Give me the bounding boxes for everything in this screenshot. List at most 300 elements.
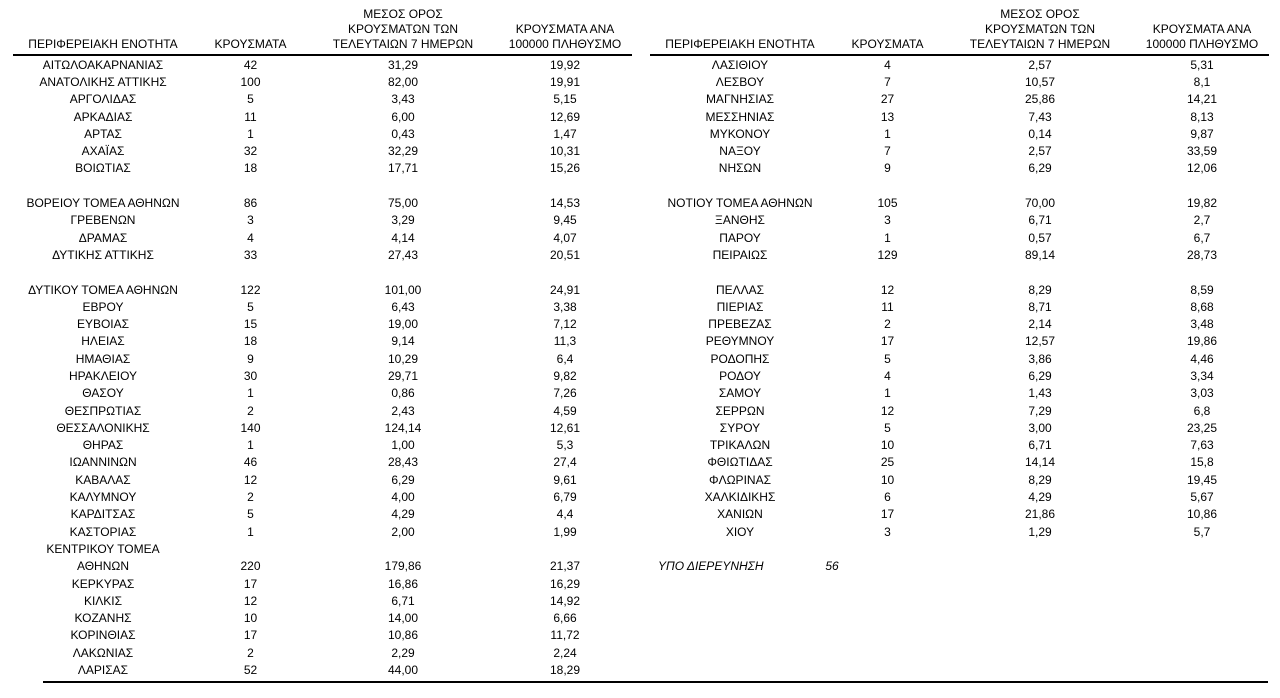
cell-avg7: 2,57 [1028,144,1052,159]
table-row [13,194,632,211]
under-investigation-value: 56 [825,559,839,574]
cell-per100k: 5,7 [1193,524,1211,539]
cell-cases: 1 [247,386,254,401]
cell-cases: 3 [247,213,254,228]
cell-per100k: 19,92 [549,57,581,72]
table-row [650,471,1269,488]
cell-cases: 2 [247,645,254,660]
cell-cases: 46 [243,455,258,470]
cell-per100k: 5,3 [556,438,574,453]
cell-avg7: 16,86 [387,576,419,591]
cell-cases: 12 [243,472,258,487]
table-row [13,350,632,367]
cell-region: ΚΟΡΙΝΘΙΑΣ [70,628,136,643]
cell-avg7: 1,29 [1028,524,1052,539]
cell-per100k: 4,07 [553,230,577,245]
cell-per100k: 19,91 [549,74,581,89]
cell-region: ΡΟΔΟΥ [719,368,761,383]
cell-avg7: 1,43 [1028,386,1052,401]
cell-cases: 32 [243,144,258,159]
cell-region: ΣΑΜΟΥ [718,386,762,401]
cell-region: ΠΙΕΡΙΑΣ [716,299,764,314]
table-row [13,437,632,454]
table-row [13,558,632,575]
cell-region: ΝΑΞΟΥ [719,144,761,159]
cell-region: ΜΥΚΟΝΟΥ [709,126,771,141]
cell-per100k: 9,61 [553,472,577,487]
cell-region: ΤΡΙΚΑΛΩΝ [709,438,771,453]
cell-avg7: 2,14 [1028,317,1052,332]
table-row [13,610,632,627]
table-row [13,402,632,419]
cell-per100k: 6,66 [553,611,577,626]
column-header-region [650,37,830,54]
table-row [13,471,632,488]
cell-region: ΧΙΟΥ [725,524,755,539]
cell-cases: 7 [884,144,891,159]
table-row [650,350,1269,367]
cell-cases: 33 [243,247,258,262]
cell-region: ΚΑΒΑΛΑΣ [75,472,131,487]
cell-avg7: 1,00 [391,438,415,453]
cell-cases: 2 [247,403,254,418]
cell-cases: 15 [243,317,258,332]
cell-per100k: 14,21 [1186,92,1218,107]
cell-per100k: 7,12 [553,317,577,332]
cell-region: ΚΟΖΑΝΗΣ [74,611,132,626]
cell-region: ΛΕΣΒΟΥ [715,74,765,89]
cell-per100k: 9,87 [1190,126,1214,141]
table-body-left [13,56,632,679]
cell-per100k: 11,3 [553,334,577,349]
table-row [650,194,1269,211]
cell-region: ΚΑΡΔΙΤΣΑΣ [70,507,136,522]
table-row [650,367,1269,384]
cases-table-left [13,0,632,679]
cell-per100k: 4,46 [1190,351,1214,366]
table-row [13,488,632,505]
cell-avg7: 21,86 [1024,507,1056,522]
table-row [13,454,632,471]
cell-cases: 10 [243,611,258,626]
cell-region: ΡΕΘΥΜΝΟΥ [705,334,775,349]
table-row [650,160,1269,177]
table-row [650,56,1269,73]
cell-cases: 2 [247,490,254,505]
cell-cases: 2 [884,317,891,332]
table-row [13,212,632,229]
cell-region: ΞΑΝΘΗΣ [715,213,765,228]
table-row [650,437,1269,454]
table-row [13,298,632,315]
table-row [650,402,1269,419]
cell-region: ΚΑΣΤΟΡΙΑΣ [69,524,137,539]
cell-per100k: 6,7 [1193,230,1211,245]
cell-avg7: 0,86 [391,386,415,401]
cell-cases: 17 [880,334,895,349]
column-header-line: ΠΕΡΙΦΕΡΕΙΑΚΗ ΕΝΟΤΗΤΑ [28,37,178,51]
cell-per100k: 19,86 [1186,334,1218,349]
table-row [650,108,1269,125]
table-row [650,212,1269,229]
cell-avg7: 32,29 [387,144,419,159]
cell-cases: 140 [240,420,261,435]
table-body-right [650,56,1269,558]
cell-per100k: 16,29 [549,576,581,591]
table-row [650,454,1269,471]
cell-region: ΑΡΓΟΛΙΔΑΣ [69,92,137,107]
cell-cases: 105 [877,196,898,211]
column-header-line: ΚΡΟΥΣΜΑΤΩΝ ΤΩΝ [347,22,459,36]
cell-avg7: 2,57 [1028,57,1052,72]
table-row-spacer [650,540,1269,557]
column-header-per100k [498,22,632,54]
cell-avg7: 10,86 [387,628,419,643]
cell-per100k: 1,47 [553,126,577,141]
cell-per100k: 4,59 [553,403,577,418]
cell-cases: 1 [884,230,891,245]
cell-region: ΒΟΡΕΙΟΥ ΤΟΜΕΑ ΑΘΗΝΩΝ [26,196,180,211]
cell-region: ΣΕΡΡΩΝ [715,403,765,418]
cell-avg7: 31,29 [387,57,419,72]
cell-cases: 6 [884,490,891,505]
cell-per100k: 10,31 [549,144,581,159]
cell-avg7: 10,57 [1024,74,1056,89]
column-header-line: ΚΡΟΥΣΜΑΤΑ [851,37,924,51]
table-row [13,661,632,678]
cell-avg7: 4,29 [391,507,415,522]
cell-cases: 17 [880,507,895,522]
column-header-line: 100000 ΠΛΗΘΥΣΜΟ [1145,37,1259,51]
cell-cases: 10 [880,472,895,487]
cell-per100k: 8,68 [1190,299,1214,314]
cell-per100k: 12,61 [549,420,581,435]
cell-avg7: 6,29 [391,472,415,487]
cell-region: ΧΑΝΙΩΝ [717,507,763,522]
cell-cases: 5 [247,507,254,522]
bottom-rule [43,681,1268,683]
cell-avg7: 3,43 [391,92,415,107]
cell-per100k: 33,59 [1186,144,1218,159]
cell-region: ΕΒΡΟΥ [82,299,124,314]
table-row [13,142,632,159]
table-row [13,91,632,108]
column-header-line: ΜΕΣΟΣ ΟΡΟΣ [363,7,443,21]
cell-avg7: 3,86 [1028,351,1052,366]
cell-cases: 4 [884,57,891,72]
table-row-spacer [650,177,1269,194]
table-row-spacer [650,264,1269,281]
cell-avg7: 0,14 [1028,126,1052,141]
cell-avg7: 6,00 [391,109,415,124]
cell-cases: 1 [247,126,254,141]
cell-cases: 1 [247,438,254,453]
table-row [13,506,632,523]
cell-cases: 5 [247,92,254,107]
cell-avg7: 2,00 [391,524,415,539]
column-header-avg7 [945,7,1135,54]
cell-region: ΑΘΗΝΩΝ [76,559,130,574]
cell-cases: 7 [884,74,891,89]
cell-per100k: 2,24 [553,645,577,660]
cell-avg7: 124,14 [384,420,422,435]
cell-per100k: 5,15 [553,92,577,107]
table-row [650,246,1269,263]
cell-region: ΓΡΕΒΕΝΩΝ [70,213,136,228]
table-row [13,367,632,384]
cell-avg7: 6,43 [391,299,415,314]
table-row [13,73,632,90]
cell-per100k: 1,99 [553,524,577,539]
cell-avg7: 2,29 [391,645,415,660]
under-investigation-row [650,558,1269,575]
table-row [650,125,1269,142]
cell-region: ΑΧΑΪΑΣ [81,144,125,159]
cell-region: ΘΕΣΠΡΩΤΙΑΣ [64,403,142,418]
cell-avg7: 82,00 [387,74,419,89]
cell-cases: 5 [247,299,254,314]
cell-per100k: 18,29 [549,663,581,678]
cell-per100k: 19,82 [1186,196,1218,211]
cell-cases: 18 [243,161,258,176]
cell-region: ΜΑΓΝΗΣΙΑΣ [705,92,775,107]
cell-per100k: 8,59 [1190,282,1214,297]
column-header-region [13,37,193,54]
cell-avg7: 101,00 [384,282,422,297]
table-header-left [13,0,632,56]
table-row [650,91,1269,108]
cell-region: ΑΝΑΤΟΛΙΚΗΣ ΑΤΤΙΚΗΣ [39,74,167,89]
cell-cases: 100 [240,74,261,89]
cell-cases: 12 [880,282,895,297]
cell-cases: 220 [240,559,261,574]
under-investigation-label: ΥΠΟ ΔΙΕΡΕΥΝΗΣΗ [658,559,764,574]
cell-region: ΘΕΣΣΑΛΟΝΙΚΗΣ [56,420,150,435]
cell-region: ΒΟΙΩΤΙΑΣ [75,161,131,176]
cell-per100k: 21,37 [549,559,581,574]
cell-per100k: 3,38 [553,299,577,314]
table-row-spacer [13,177,632,194]
column-header-line: ΚΡΟΥΣΜΑΤΩΝ ΤΩΝ [984,22,1096,36]
cell-avg7: 75,00 [387,196,419,211]
cell-avg7: 6,29 [1028,161,1052,176]
cell-avg7: 89,14 [1024,247,1056,262]
cell-avg7: 6,71 [391,593,415,608]
cell-per100k: 28,73 [1186,247,1218,262]
cell-cases: 1 [884,386,891,401]
cell-per100k: 10,86 [1186,507,1218,522]
cell-cases: 86 [243,196,258,211]
cell-region: ΚΙΛΚΙΣ [83,593,123,608]
cell-avg7: 0,57 [1028,230,1052,245]
cell-per100k: 8,1 [1193,74,1211,89]
table-row [650,142,1269,159]
cases-table-right [650,0,1269,575]
column-header-avg7 [308,7,498,54]
cell-per100k: 3,48 [1190,317,1214,332]
cell-avg7: 0,43 [391,126,415,141]
table-row [13,229,632,246]
cell-cases: 52 [243,663,258,678]
cell-avg7: 4,00 [391,490,415,505]
cell-region: ΝΗΣΩΝ [718,161,762,176]
table-row [13,333,632,350]
cell-region: ΠΑΡΟΥ [719,230,761,245]
column-header-line: ΚΡΟΥΣΜΑΤΑ ΑΝΑ [515,22,615,36]
table-row [13,523,632,540]
cell-cases: 18 [243,334,258,349]
cell-per100k: 6,4 [556,351,574,366]
cell-per100k: 5,31 [1190,57,1214,72]
cell-cases: 5 [884,420,891,435]
cell-avg7: 4,29 [1028,490,1052,505]
cell-region: ΦΛΩΡΙΝΑΣ [709,472,771,487]
cell-per100k: 8,13 [1190,109,1214,124]
cell-per100k: 12,06 [1186,161,1218,176]
cell-region: ΡΟΔΟΠΗΣ [710,351,770,366]
cell-cases: 122 [240,282,261,297]
cell-region: ΣΥΡΟΥ [719,420,761,435]
column-header-line: ΠΕΡΙΦΕΡΕΙΑΚΗ ΕΝΟΤΗΤΑ [665,37,815,51]
cell-per100k: 14,53 [549,196,581,211]
cell-cases: 17 [243,576,258,591]
cell-avg7: 17,71 [387,161,419,176]
cell-region: ΜΕΣΣΗΝΙΑΣ [705,109,775,124]
cell-per100k: 5,67 [1190,490,1214,505]
cell-avg7: 8,29 [1028,282,1052,297]
table-row [13,56,632,73]
cell-cases: 4 [884,368,891,383]
cell-region: ΗΡΑΚΛΕΙΟΥ [68,368,138,383]
cell-region: ΚΕΡΚΥΡΑΣ [71,576,135,591]
cell-region: ΝΟΤΙΟΥ ΤΟΜΕΑ ΑΘΗΝΩΝ [667,196,813,211]
cell-region: ΛΑΡΙΣΑΣ [77,663,129,678]
table-header-right [650,0,1269,56]
cell-cases: 17 [243,628,258,643]
table-row [650,333,1269,350]
cell-region: ΔΥΤΙΚΟΥ ΤΟΜΕΑ ΑΘΗΝΩΝ [28,282,178,297]
cell-avg7: 6,71 [1028,213,1052,228]
table-row [13,627,632,644]
cell-region: ΛΑΚΩΝΙΑΣ [72,645,134,660]
cell-per100k: 23,25 [1186,420,1218,435]
column-header-per100k [1135,22,1269,54]
table-row [13,281,632,298]
column-header-cases [193,37,308,54]
table-row [650,523,1269,540]
cell-per100k: 20,51 [549,247,581,262]
table-row [13,385,632,402]
cell-avg7: 7,43 [1028,109,1052,124]
column-header-line: ΤΕΛΕΥΤΑΙΩΝ 7 ΗΜΕΡΩΝ [332,37,474,51]
cell-cases: 9 [247,351,254,366]
cell-avg7: 27,43 [387,247,419,262]
table-row [13,108,632,125]
cell-region: ΙΩΑΝΝΙΝΩΝ [69,455,137,470]
cell-cases: 42 [243,57,258,72]
cell-avg7: 70,00 [1024,196,1056,211]
cell-per100k: 11,72 [550,628,580,643]
cell-cases: 12 [880,403,895,418]
cell-avg7: 12,57 [1024,334,1056,349]
table-row [13,419,632,436]
cell-region: ΑΡΤΑΣ [84,126,122,141]
cell-cases: 3 [884,524,891,539]
cell-cases: 5 [884,351,891,366]
cell-cases: 12 [243,593,258,608]
table-row [13,315,632,332]
table-row [650,73,1269,90]
cell-cases: 10 [880,438,895,453]
cell-avg7: 29,71 [387,368,419,383]
cell-per100k: 9,82 [553,368,577,383]
cell-cases: 129 [877,247,898,262]
cell-region: ΚΕΝΤΡΙΚΟΥ ΤΟΜΕΑ [46,541,160,556]
cell-cases: 1 [247,524,254,539]
cell-region: ΑΙΤΩΛΟΑΚΑΡΝΑΝΙΑΣ [42,57,164,72]
cell-per100k: 4,4 [556,507,574,522]
cell-cases: 30 [243,368,258,383]
table-row [650,229,1269,246]
table-row [650,419,1269,436]
column-header-line: ΚΡΟΥΣΜΑΤΑ [214,37,287,51]
cell-region: ΗΜΑΘΙΑΣ [75,351,131,366]
table-row [13,246,632,263]
table-row [650,506,1269,523]
cell-avg7: 44,00 [387,663,419,678]
table-row [13,125,632,142]
cell-avg7: 7,29 [1028,403,1052,418]
cell-cases: 11 [244,109,257,124]
cell-region: ΔΡΑΜΑΣ [78,230,128,245]
table-row [13,575,632,592]
cell-avg7: 179,86 [384,559,422,574]
cell-per100k: 7,26 [553,386,577,401]
cell-region: ΔΥΤΙΚΗΣ ΑΤΤΙΚΗΣ [52,247,154,262]
cell-region: ΕΥΒΟΙΑΣ [76,317,130,332]
cell-per100k: 27,4 [553,455,577,470]
cell-per100k: 3,34 [1190,368,1214,383]
cell-cases: 11 [881,299,894,314]
table-row [650,488,1269,505]
table-row-spacer [13,264,632,281]
column-header-cases [830,37,945,54]
cell-region: ΦΘΙΩΤΙΔΑΣ [707,455,773,470]
cell-per100k: 2,7 [1193,213,1211,228]
table-row [13,540,632,557]
table-row [650,281,1269,298]
cell-cases: 13 [880,109,895,124]
table-row [13,592,632,609]
table-row [650,298,1269,315]
cell-region: ΠΡΕΒΕΖΑΣ [708,317,772,332]
cell-per100k: 19,45 [1186,472,1218,487]
cell-region: ΧΑΛΚΙΔΙΚΗΣ [704,490,776,505]
cell-per100k: 24,91 [549,282,581,297]
cell-cases: 27 [880,92,895,107]
cell-avg7: 8,71 [1028,299,1052,314]
cell-cases: 1 [884,126,891,141]
cell-avg7: 14,00 [387,611,419,626]
cell-per100k: 6,79 [553,490,577,505]
cell-cases: 9 [884,161,891,176]
cell-region: ΛΑΣΙΘΙΟΥ [711,57,769,72]
table-row [13,644,632,661]
cell-region: ΑΡΚΑΔΙΑΣ [73,109,133,124]
column-header-line: ΚΡΟΥΣΜΑΤΑ ΑΝΑ [1152,22,1252,36]
cell-avg7: 3,00 [1028,420,1052,435]
cell-avg7: 6,29 [1028,368,1052,383]
